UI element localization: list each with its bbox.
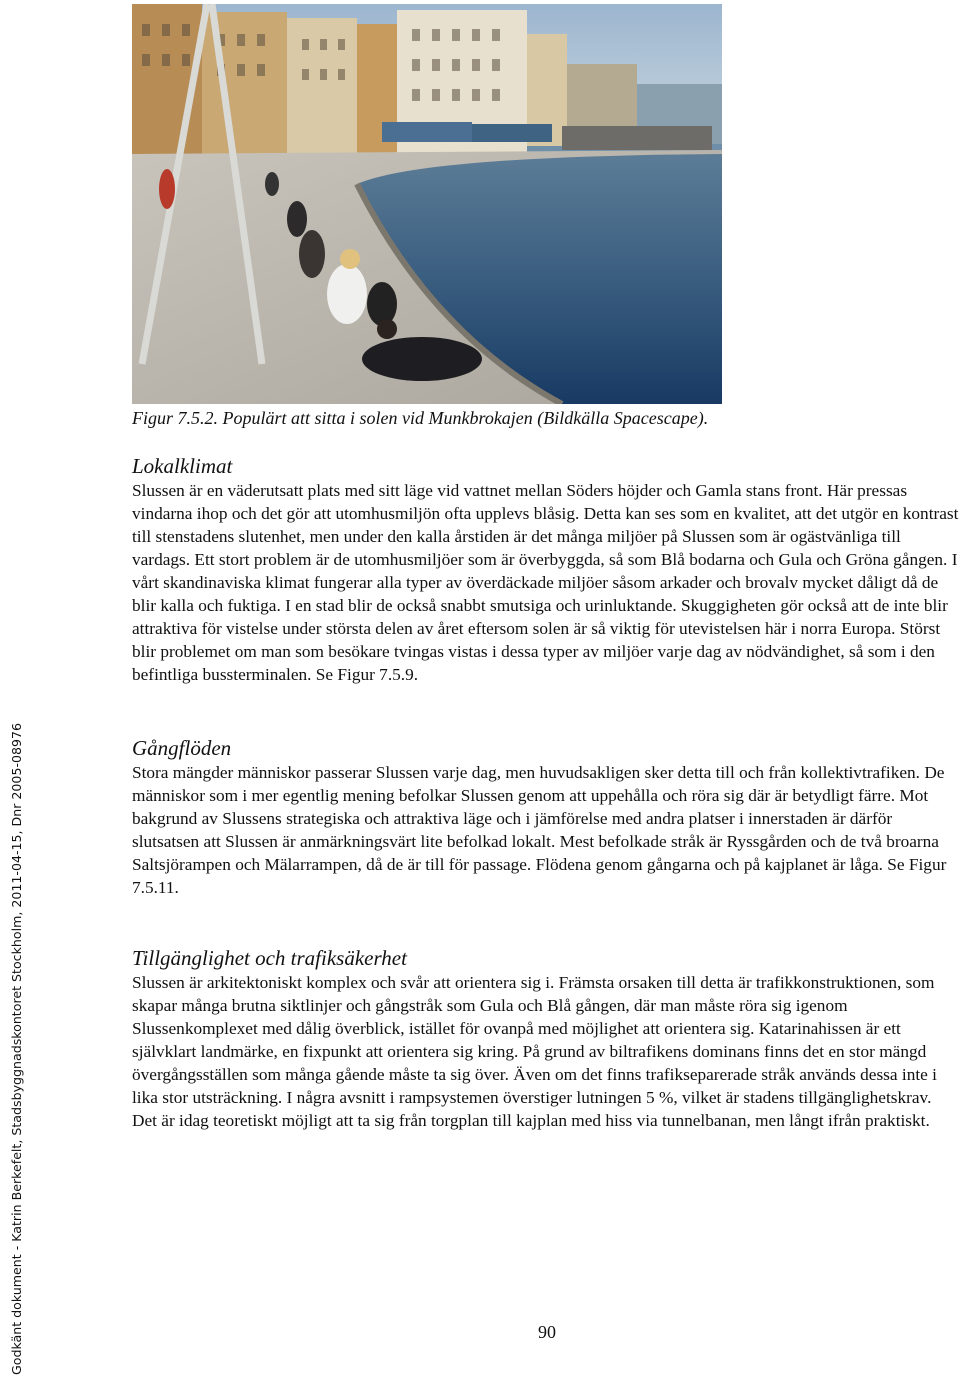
approval-stamp-text: Godkänt dokument - Katrin Berkefelt, Stadsbyggnadskontoret Stockholm, 2011-04-15, Dnr 2005-08976 [9, 722, 24, 1375]
quay-photo-illustration [132, 4, 722, 404]
figure-caption: Figur 7.5.2. Populärt att sitta i solen vid Munkbrokajen (Bildkälla Spacescape). [132, 408, 709, 428]
page-number: 90 [538, 1322, 556, 1342]
section-body: Slussen är en väderutsatt plats med sitt läge vid vattnet mellan Söders höjder och Gamla stans front. Här pressas vindarna ihop och det gör att utomhusmiljön ofta upplevs blåsig. Detta kan ses som en kvalitet, att det utgör en kontrast till stenstadens slutenhet, men under den kalla årstiden är det många miljöer på Slussen som är ogästvänliga till vardags. Ett stort problem är de utomhusmiljöer som är överbyggda, så som Blå bodarna och Gula och Gröna gången. I vårt skandinaviska klimat fungerar alla typer av överdäckade miljöer såsom arkader och brovalv mycket dåligt då de blir kalla och fuktiga. I en stad blir de också snabbt smutsiga och urinluktande. Skuggigheten gör också att de inte blir attraktiva för vistelse under största delen av året eftersom solen är så viktig för utevistelsen här i norra Europa. Störst blir problemet om man som besökare tvingas vistas i dessa typer av miljöer varje dag av nödvändighet, så som i den befintliga bussterminalen. Se Figur 7.5.9. [132, 481, 959, 684]
section-heading: Gångflöden [132, 736, 232, 760]
section-heading: Tillgänglighet och trafiksäkerhet [132, 946, 407, 970]
approval-stamp [0, 0, 22, 1384]
figure-photo [132, 4, 722, 404]
section-body: Stora mängder människor passerar Slussen varje dag, men huvudsakligen sker detta till och från kollektivtrafiken. De människor som i mer egentlig mening befolkar Slussen genom att uppehålla och röra sig där är betydligt färre. Mot bakgrund av Slussens strategiska och attraktiva läge och i jämförelse med andra platser i innerstaden är därför slutsatsen att Slussen är anmärkningsvärt lite befolkad lokalt. Mest befolkade stråk är Ryssgården och de två broarna Saltsjörampen och Mälarrampen, då de är till för passage. Flödena genom gångarna och på kajplanet är låga. Se Figur 7.5.11. [132, 763, 947, 897]
section-heading: Lokalklimat [132, 454, 233, 478]
section-gangfloden [132, 735, 960, 899]
section-body: Slussen är arkitektoniskt komplex och svår att orientera sig i. Främsta orsaken till detta är trafikkonstruktionen, som skapar många brutna siktlinjer och gångstråk som Gula och Blå gången, där man måste röra sig igenom Slussenkomplexet med dålig överblick, istället för ovanpå med möjlighet att orientera sig. Katarinahissen är ett självklart landmärke, en fixpunkt att orientera sig kring. På grund av biltrafikens dominans finns det en stor mängd övergångsställen som många gående måste ta sig över. Även om det finns trafikseparerade stråk används dessa inte i lika stor utsträckning. I några avsnitt i rampsystemen överstiger lutningen 5 %, vilket är stadens tillgänglighetskrav. Det är idag teoretiskt möjligt att ta sig från torgplan till kajplan med hiss via tunnelbanan, men långt ifrån praktiskt. [132, 973, 937, 1130]
section-tillganglighet [132, 945, 960, 1132]
section-lokalklimat [132, 453, 960, 686]
